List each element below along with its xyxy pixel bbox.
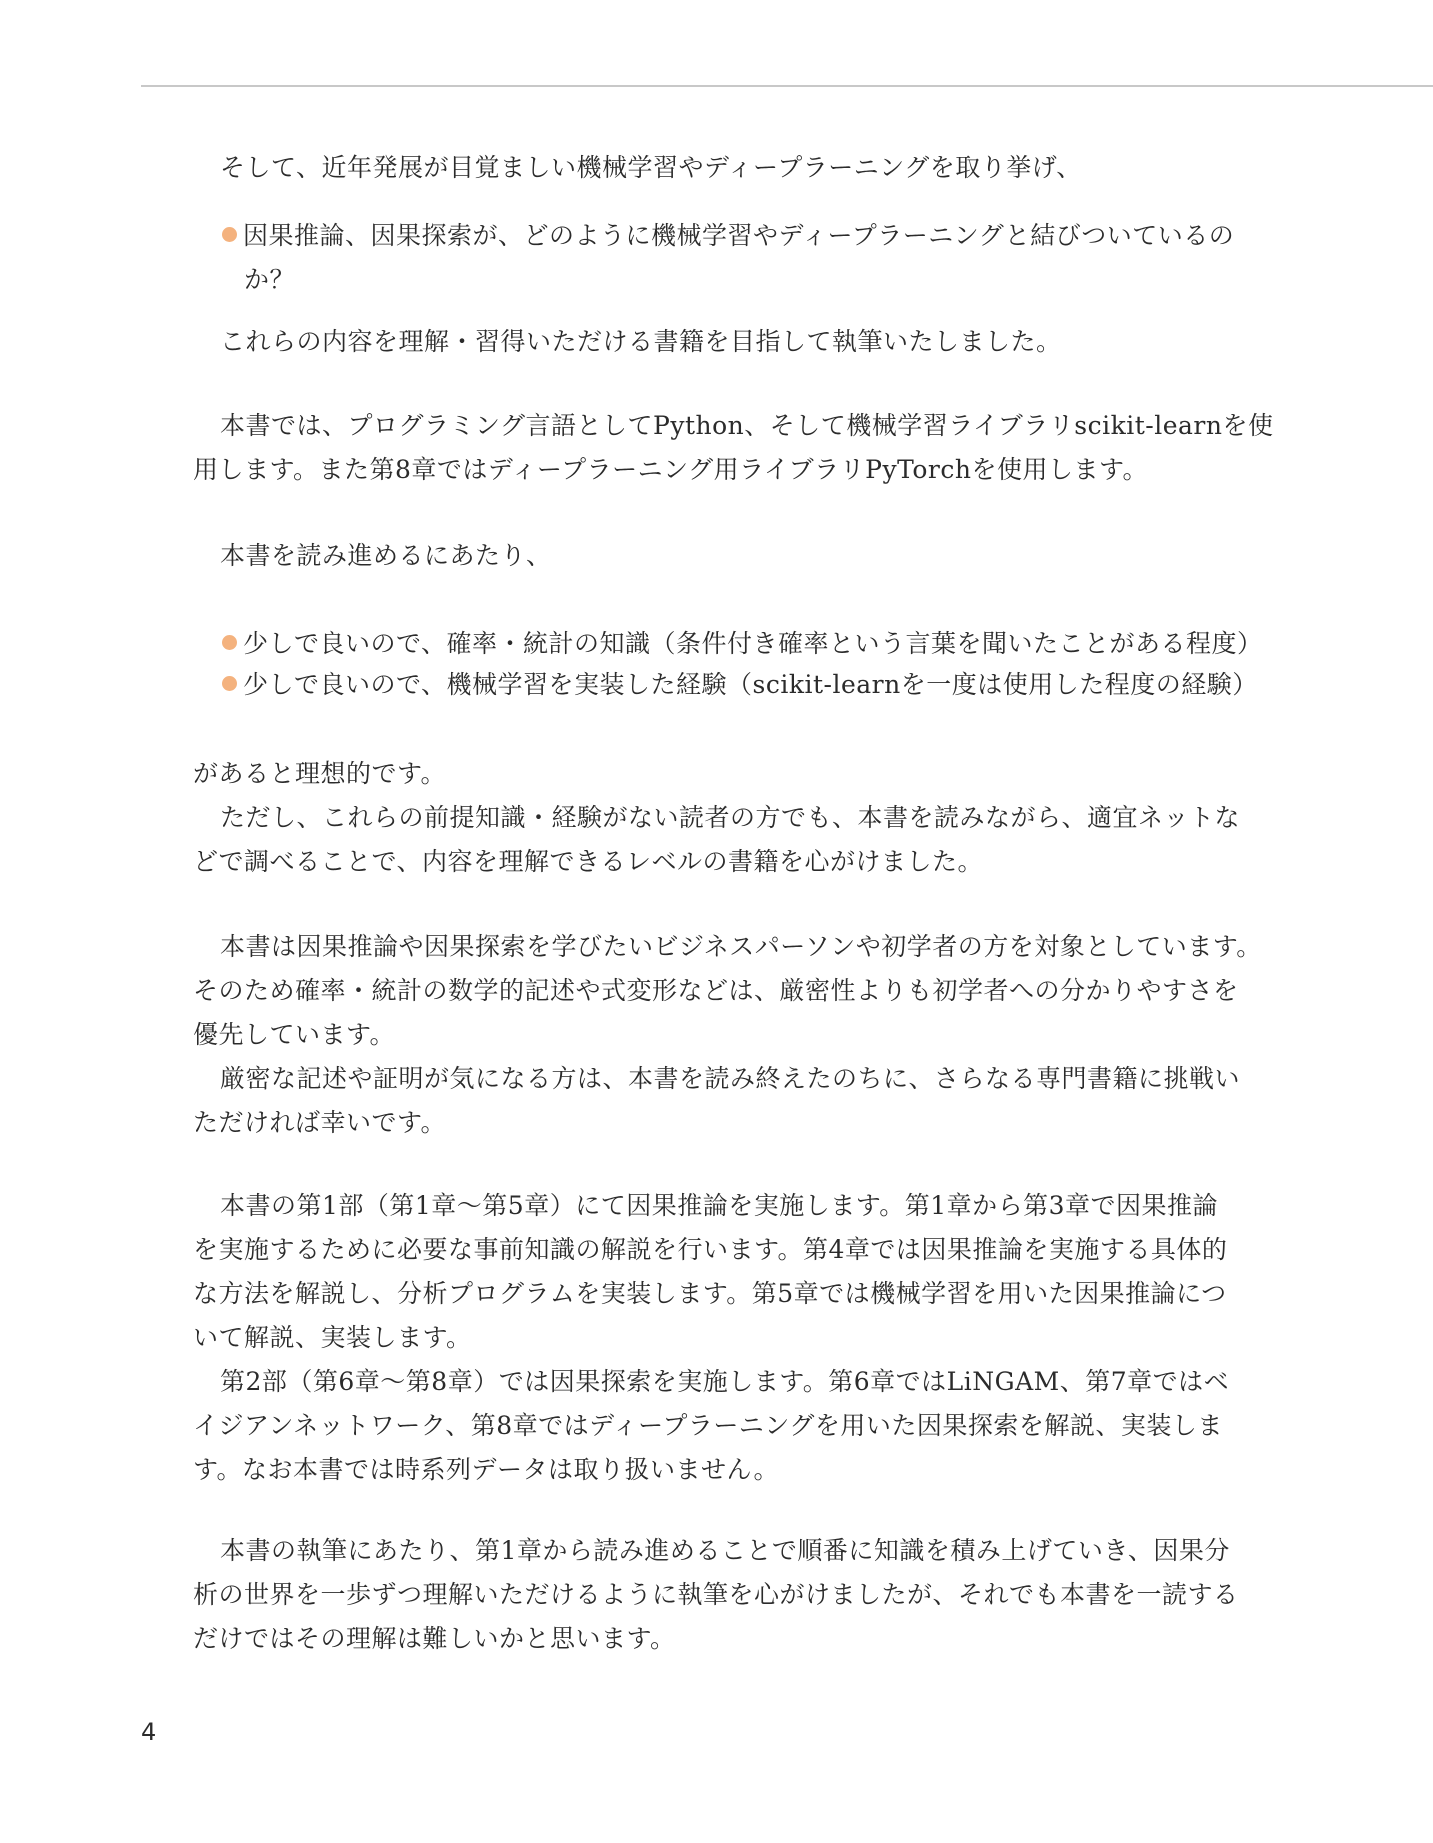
text-line: 厳密な記述や証明が気になる方は、本書を読み終えたのちに、さらなる専門書籍に挑戦い xyxy=(220,1064,1241,1093)
header-rule xyxy=(141,85,1433,87)
paragraph-closing xyxy=(193,1529,1253,1661)
text-line: があると理想的です。 xyxy=(193,759,447,788)
bullet-item-ml-experience xyxy=(222,663,1262,707)
text-line: 本書は因果推論や因果探索を学びたいビジネスパーソンや初学者の方を対象としています。 xyxy=(220,932,1262,961)
text-line: 本書を読み進めるにあたり、 xyxy=(220,541,552,570)
page-number: 4 xyxy=(141,1718,157,1746)
text-line: を実施するために必要な事前知識の解説を行います。第4章では因果推論を実施する具体的 xyxy=(193,1235,1228,1264)
text-line: 本書では、プログラミング言語としてPython、そして機械学習ライブラリscikit-learnを使 xyxy=(220,411,1274,440)
paragraph-goal xyxy=(193,320,1253,364)
bullet-dot-icon xyxy=(222,676,237,691)
paragraph-audience xyxy=(193,925,1262,1145)
paragraph-ideal xyxy=(193,752,1253,884)
text-line: 本書の執筆にあたり、第1章から読み進めることで順番に知識を積み上げていき、因果分 xyxy=(220,1536,1230,1565)
bullet-item-statistics xyxy=(222,622,1262,666)
text-line: ただければ幸いです。 xyxy=(193,1108,447,1137)
text-line: イジアンネットワーク、第8章ではディープラーニングを用いた因果探索を解説、実装しま xyxy=(193,1411,1223,1440)
text-line: ただし、これらの前提知識・経験がない読者の方でも、本書を読みながら、適宜ネットな xyxy=(220,803,1241,832)
text-line: す。なお本書では時系列データは取り扱いません。 xyxy=(193,1455,780,1484)
bullet-dot-icon xyxy=(222,635,237,650)
text-line: そのため確率・統計の数学的記述や式変形などは、厳密性よりも初学者への分かりやすさを xyxy=(193,976,1239,1005)
bullet-text: 少しで良いので、機械学習を実装した経験（scikit-learnを一度は使用した程度の経験） xyxy=(243,670,1258,699)
text-line: だけではその理解は難しいかと思います。 xyxy=(193,1624,676,1653)
bullet-text: 少しで良いので、確率・統計の知識（条件付き確率という言葉を聞いたことがある程度） xyxy=(243,629,1263,658)
bullet-text-continued: か？ xyxy=(244,265,296,294)
paragraph-structure xyxy=(193,1184,1253,1492)
bullet-dot-icon xyxy=(222,227,237,242)
paragraph-tools xyxy=(193,404,1274,492)
text-line: いて解説、実装します。 xyxy=(193,1323,472,1352)
text-line: 第2部（第6章〜第8章）では因果探索を実施します。第6章ではLiNGAM、第7章ではベ xyxy=(220,1367,1230,1396)
text-line: な方法を解説し、分析プログラムを実装します。第5章では機械学習を用いた因果推論につ xyxy=(193,1279,1227,1308)
paragraph-prereq-intro xyxy=(193,534,1253,578)
text-line: 用します。また第8章ではディープラーニング用ライブラリPyTorchを使用します。 xyxy=(193,455,1148,484)
bullet-text: 因果推論、因果探索が、どのように機械学習やディープラーニングと結びついているの xyxy=(243,221,1235,250)
text-line: 本書の第1部（第1章〜第5章）にて因果推論を実施します。第1章から第3章で因果推論 xyxy=(220,1191,1219,1220)
text-line: 優先しています。 xyxy=(193,1020,396,1049)
text-line: どで調べることで、内容を理解できるレベルの書籍を心がけました。 xyxy=(193,847,984,876)
text-line: そして、近年発展が目覚ましい機械学習やディープラーニングを取り挙げ、 xyxy=(220,153,1082,182)
paragraph-intro xyxy=(193,146,1253,190)
text-line: これらの内容を理解・習得いただける書籍を目指して執筆いたしました。 xyxy=(220,327,1062,356)
bullet-item-ml-connection xyxy=(222,214,1262,302)
text-line: 析の世界を一歩ずつ理解いただけるように執筆を心がけましたが、それでも本書を一読する xyxy=(193,1580,1239,1609)
